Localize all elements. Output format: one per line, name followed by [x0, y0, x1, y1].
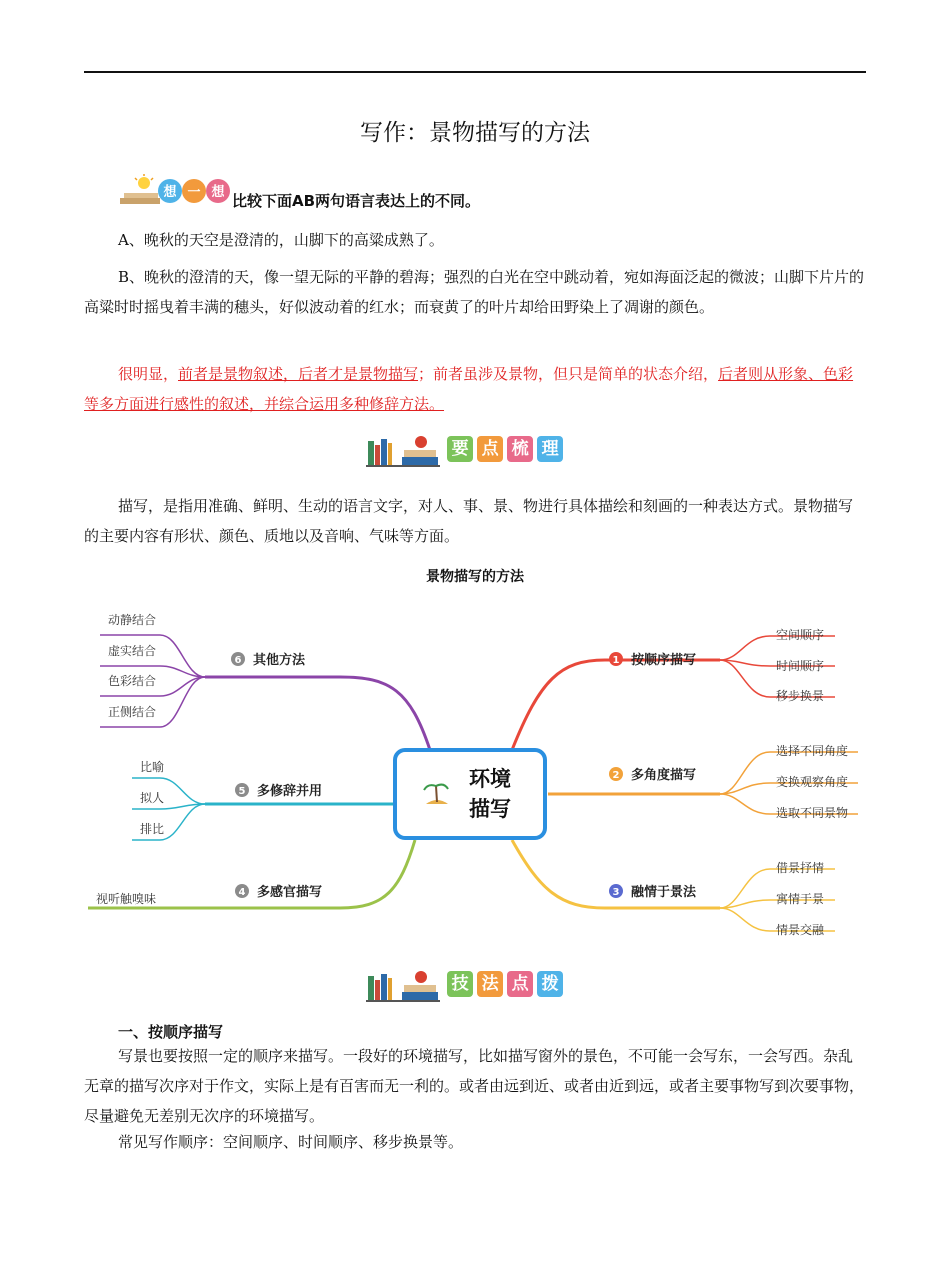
think-char-3: 想	[211, 185, 225, 200]
branch-1-number: 1	[612, 655, 620, 666]
branch-6-item-2: 虚实结合	[108, 644, 157, 658]
branch-1-item-3: 移步换景	[776, 689, 825, 703]
branch-6-line	[205, 677, 430, 750]
branch-3-item-1: 借景抒情	[776, 861, 825, 875]
branch-4-item-1: 视听触嗅味	[96, 892, 157, 906]
branch-1-item-2: 时间顺序	[776, 659, 825, 673]
branch-2-item-3: 选取不同景物	[776, 806, 849, 820]
branch-6-item-4: 正侧结合	[108, 705, 157, 719]
branch-6-item-1: 动静结合	[108, 613, 157, 627]
sentence-a: A、晚秋的天空是澄清的，山脚下的高粱成熟了。	[118, 231, 444, 249]
think-char-1: 想	[163, 185, 177, 200]
branch-2-item-1: 选择不同角度	[776, 744, 849, 758]
branch-3-item-2: 寓情于景	[776, 892, 825, 906]
branch-3-number: 3	[612, 887, 620, 898]
center-line-2: 描写	[469, 797, 511, 821]
banner1-char-1: 要	[447, 436, 473, 462]
page-title: 写作：景物描写的方法	[360, 120, 590, 146]
sentence-b: B、晚秋的澄清的天，像一望无际的平静的碧海；强烈的白光在空中跳动着，宛如海面泛起的微波；山脚下片片的高粱时时摇曳着丰满的穗头，好似波动着的红水；而衰黄了的叶片却给田野染上了凋谢的颜色。	[84, 268, 865, 316]
mindmap-title: 景物描写的方法	[426, 569, 524, 585]
techniques-banner	[366, 966, 567, 1002]
branch-5-item-2: 拟人	[140, 791, 165, 805]
think-question: 比较下面AB两句语言表达上的不同。	[232, 192, 481, 210]
books-lightbulb-icon	[118, 174, 230, 208]
branch-5-label: 多修辞并用	[257, 784, 323, 799]
branch-6-label: 其他方法	[253, 653, 306, 668]
branch-3-item-3: 情景交融	[776, 923, 825, 937]
branch-3-label: 融情于景法	[631, 885, 697, 900]
key-points-banner	[366, 431, 567, 467]
branch-2-item-2: 变换观察角度	[776, 775, 849, 789]
analysis-part-3: ；前者虽涉及景物，但只是简单的状态介绍，	[418, 365, 719, 383]
think-char-2: 一	[187, 185, 201, 200]
banner1-char-2: 点	[477, 436, 503, 462]
section-1-heading: 一、按顺序描写	[118, 1023, 224, 1041]
center-line-1: 环境	[469, 767, 511, 791]
analysis-paragraph	[84, 359, 866, 419]
section-1-paragraph: 写景也要按照一定的顺序来描写。一段好的环境描写，比如描写窗外的景色，不可能一会写东，一会写西。杂乱无章的描写次序对于作文，实际上是有百害而无一利的。或者由远到近、或者由近到远，或者主要事物写到次要事物，尽量避免无差别无次序的环境描写。	[84, 1047, 865, 1125]
analysis-part-4: 后者则从形象、色彩等多方面进行感性的叙述，并综合运用多种修辞方法。	[84, 365, 854, 413]
branch-4-number: 4	[238, 887, 246, 898]
banner2-char-4: 拨	[537, 971, 563, 997]
branch-5-number: 5	[238, 786, 246, 797]
branch-1-line	[512, 660, 720, 750]
branch-6-number: 6	[234, 655, 242, 666]
branch-2-label: 多角度描写	[631, 768, 697, 783]
analysis-part-1: 很明显，	[118, 365, 179, 383]
intro-paragraph: 描写，是指用准确、鲜明、生动的语言文字，对人、事、景、物进行具体描绘和刻画的一种表达方式。景物描写的主要内容有形状、颜色、质地以及音响、气味等方面。	[84, 497, 854, 545]
header-rule	[84, 71, 866, 73]
banner2-char-1: 技	[447, 971, 473, 997]
branch-1-item-1: 空间顺序	[776, 628, 825, 642]
analysis-part-2: 前者是景物叙述，后者才是景物描写	[178, 365, 419, 383]
bookshelf-icon	[366, 431, 442, 467]
section-1-orders: 常见写作顺序：空间顺序、时间顺序、移步换景等。	[118, 1133, 464, 1151]
branch-6-item-3: 色彩结合	[108, 674, 157, 688]
banner1-char-4: 理	[537, 436, 563, 462]
mindmap	[0, 590, 950, 950]
center-node	[395, 750, 545, 838]
branch-5-item-1: 比喻	[140, 760, 165, 774]
think-badge	[118, 174, 230, 208]
branch-2-number: 2	[612, 770, 620, 781]
branch-4-label: 多感官描写	[257, 885, 323, 900]
bookshelf-icon	[366, 966, 442, 1002]
branch-5-item-3: 排比	[140, 822, 165, 836]
banner2-char-2: 法	[477, 971, 503, 997]
banner2-char-3: 点	[507, 971, 533, 997]
banner1-char-3: 梳	[507, 436, 533, 462]
branch-1-label: 按顺序描写	[631, 653, 697, 668]
